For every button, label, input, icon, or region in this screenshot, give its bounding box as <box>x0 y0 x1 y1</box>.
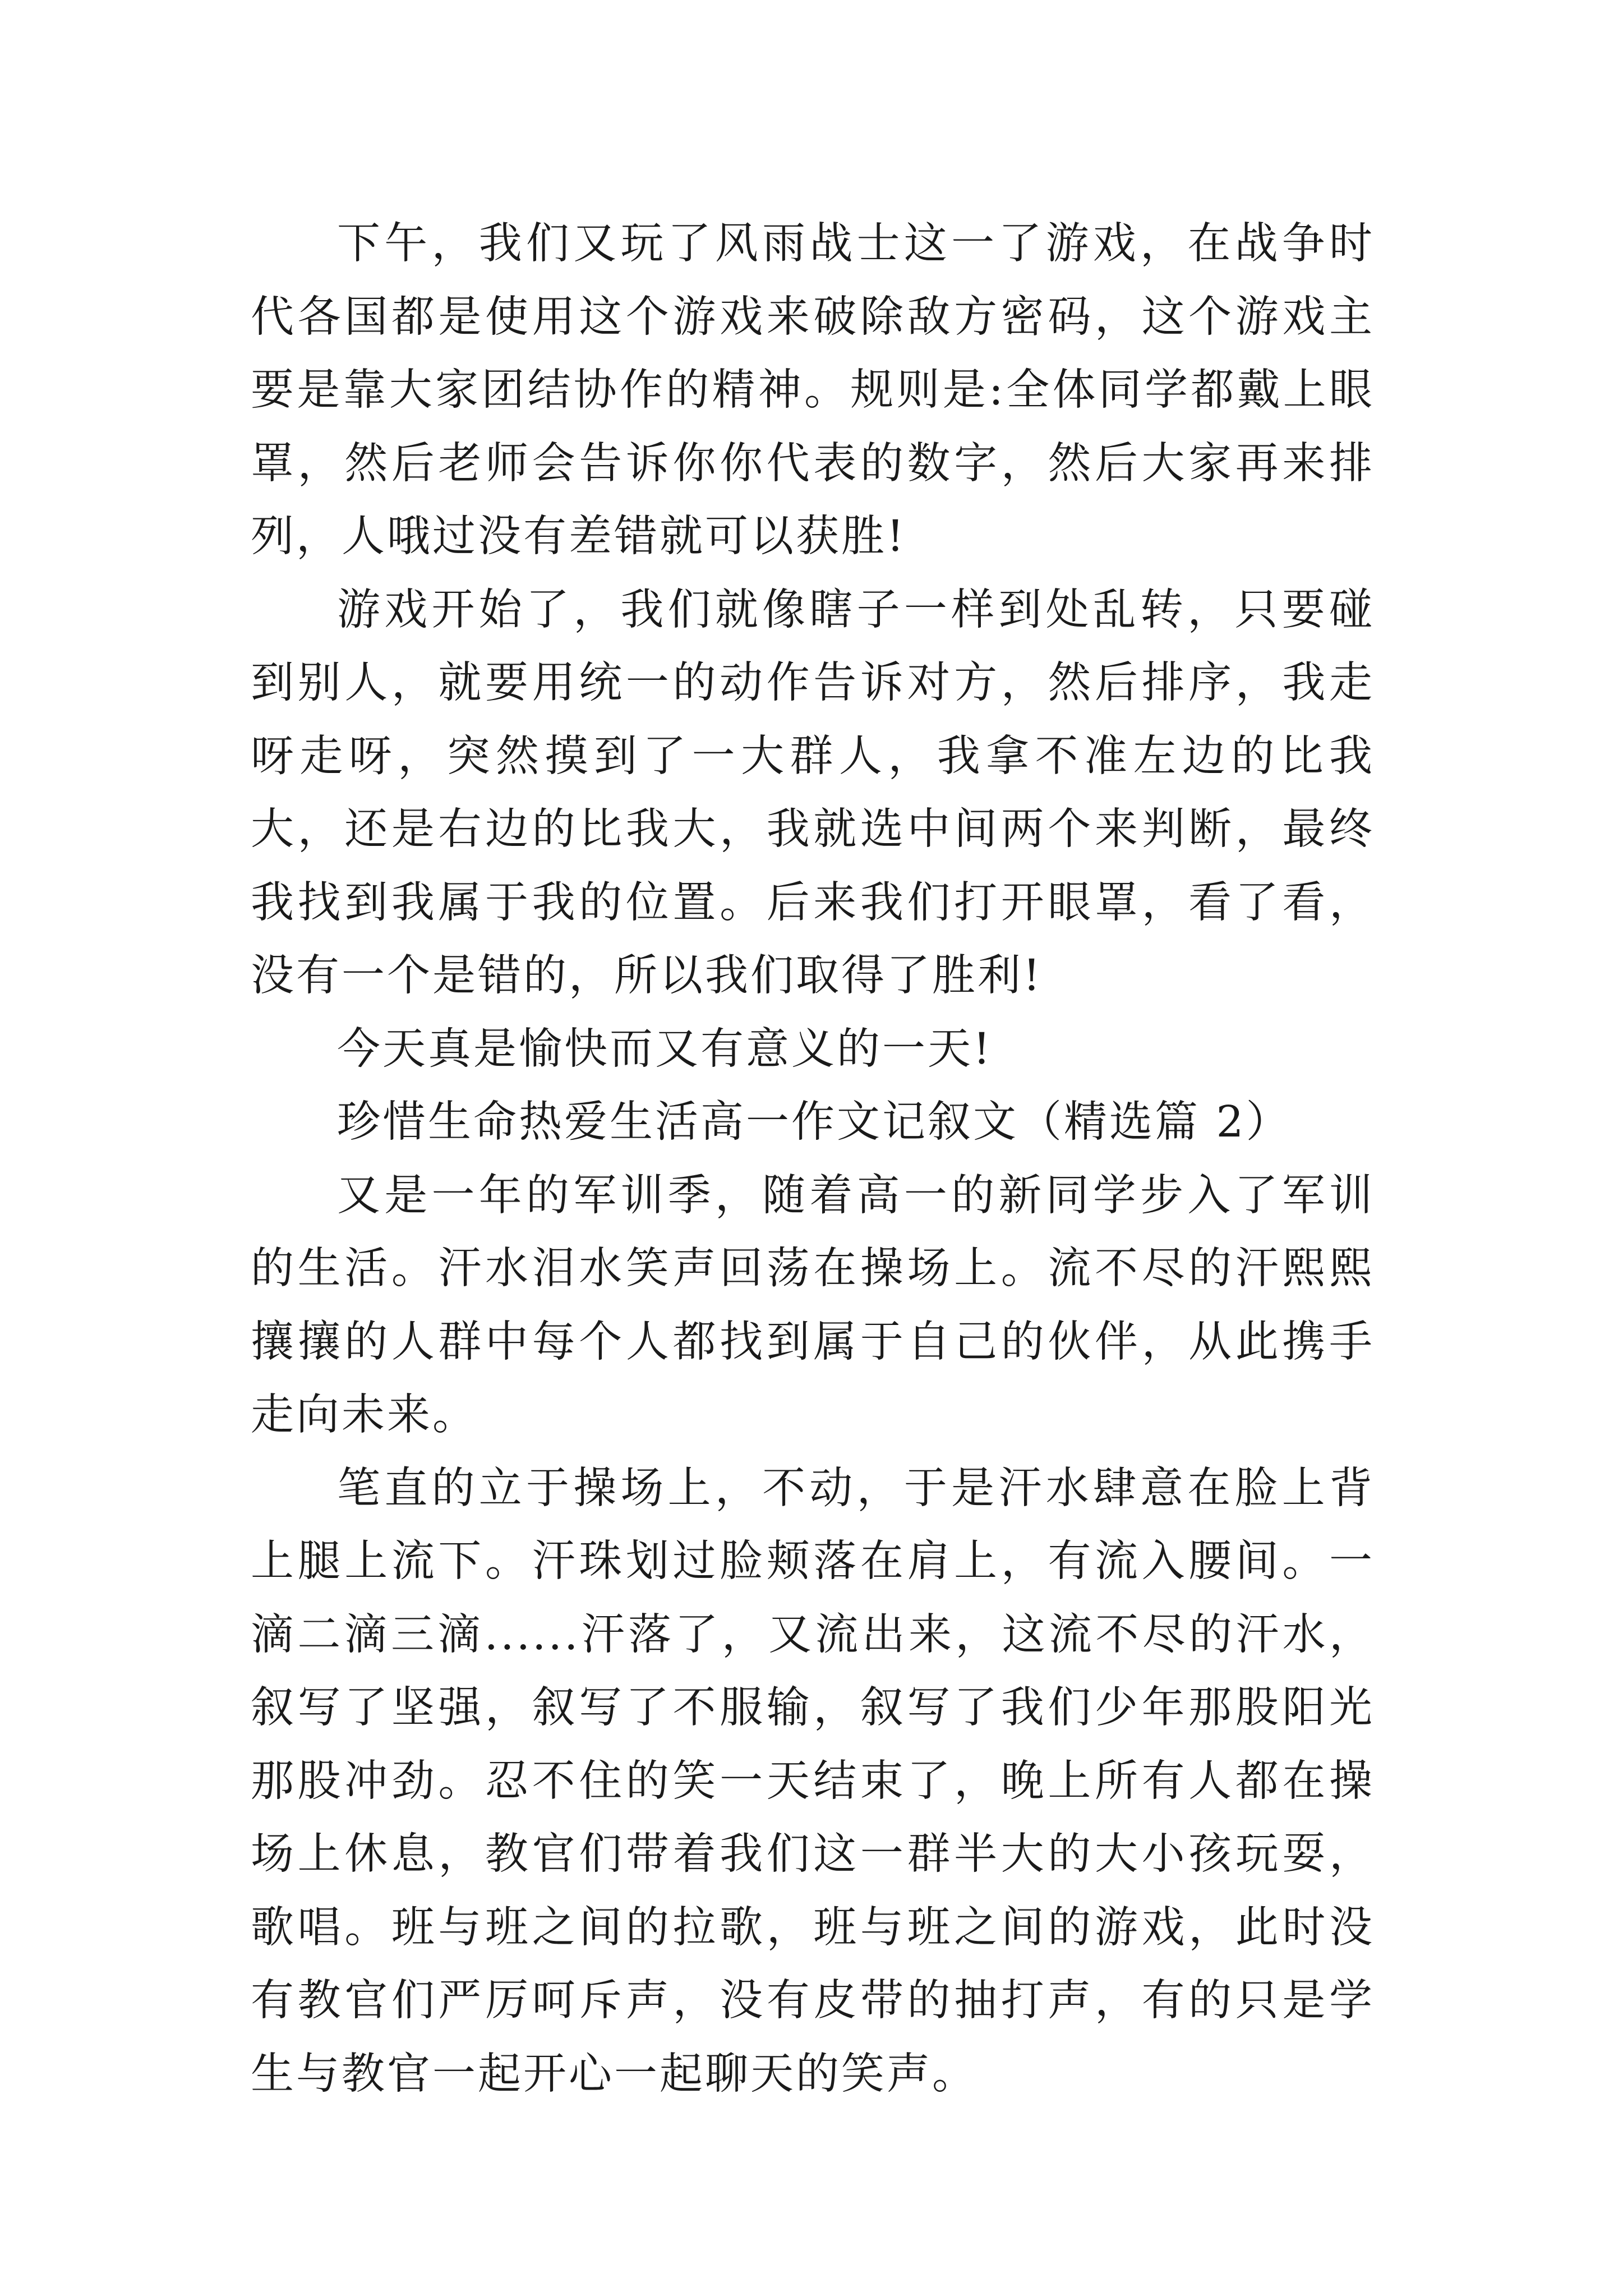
section-heading: 珍惜生命热爱生活高一作文记叙文（精选篇 2） <box>337 1097 1292 1147</box>
paragraph-standing-in-sun: 笔直的立于操场上，不动，于是汗水肆意在脸上背上腿上流下。汗珠划过脸颊落在肩上，有流入腰间。一滴二滴三滴......汗落了，又流出来，这流不尽的汗水，叙写了坚强，叙写了不服输，叙写了我们少年那股阳光那股冲劲。忍不住的笑一天结束了，晚上所有人都在操场上休息，教官们带着我们这一群半大的大小孩玩耍，歌唱。班与班之间的拉歌，班与班之间的游戏，此时没有教官们严厉呵斥声，没有皮带的抽打声，有的只是学生与教官一起开心一起聊天的笑声。 <box>251 1463 1375 2099</box>
document-body <box>251 208 1375 2111</box>
paragraph-afternoon-game: 下午，我们又玩了风雨战士这一了游戏，在战争时代各国都是使用这个游戏来破除敌方密码，这个游戏主要是靠大家团结协作的精神。规则是:全体同学都戴上眼罩，然后老师会告诉你你代表的数字，然后大家再来排列，人哦过没有差错就可以获胜! <box>251 219 1375 562</box>
paragraph-meaningful-day: 今天真是愉快而又有意义的一天! <box>337 1024 993 1074</box>
paragraph-game-start: 游戏开始了，我们就像瞎子一样到处乱转，只要碰到别人，就要用统一的动作告诉对方，然后排序，我走呀走呀，突然摸到了一大群人，我拿不准左边的比我大，还是右边的比我大，我就选中间两个来判断，最终我找到我属于我的位置。后来我们打开眼罩，看了看，没有一个是错的，所以我们取得了胜利! <box>251 585 1375 1001</box>
paragraph-military-training: 又是一年的军训季，随着高一的新同学步入了军训的生活。汗水泪水笑声回荡在操场上。流不尽的汗熙熙攘攘的人群中每个人都找到属于自己的伙伴，从此携手走向未来。 <box>251 1170 1375 1440</box>
